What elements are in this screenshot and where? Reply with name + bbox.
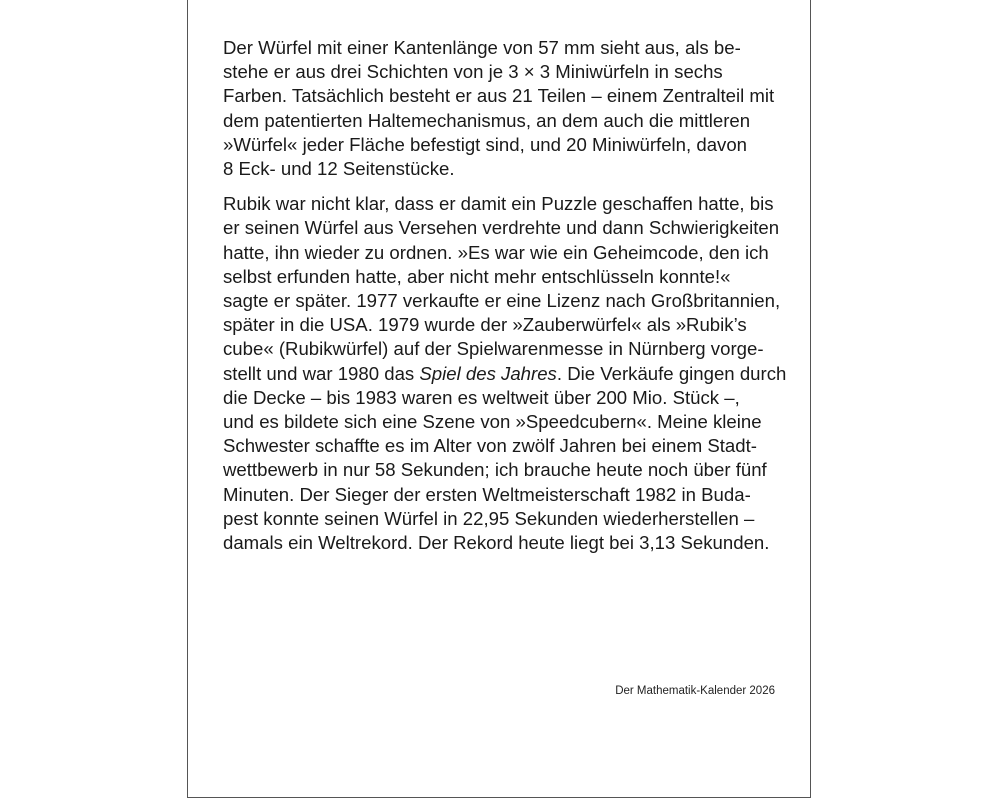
text-segment: . Die Verkäufe gingen durch: [556, 362, 787, 384]
text-line: [223, 362, 787, 386]
text-line: und es bildete sich eine Szene von »Speedcubern«. Meine kleine: [223, 411, 762, 433]
text-line: die Decke – bis 1983 waren es weltweit über 200 Mio. Stück –,: [223, 386, 740, 408]
text-line: selbst erfunden hatte, aber nicht mehr entschlüsseln konnte!«: [223, 265, 731, 287]
text-line: später in die USA. 1979 wurde der »Zauberwürfel« als »Rubik’s: [223, 314, 747, 336]
text-line: Farben. Tatsächlich besteht er aus 21 Teilen – einem Zentralteil mit: [223, 85, 775, 107]
paragraph-1: [223, 36, 783, 181]
text-line: 8 Eck- und 12 Seitenstücke.: [223, 158, 455, 180]
text-line: »Würfel« jeder Fläche befestigt sind, und 20 Miniwürfeln, davon: [223, 133, 748, 155]
text-line: cube« (Rubikwürfel) auf der Spielwarenmesse in Nürnberg vorge-: [223, 338, 764, 360]
text-line: hatte, ihn wieder zu ordnen. »Es war wie ein Geheimcode, den ich: [223, 241, 769, 263]
text-line: Schwester schaffte es im Alter von zwölf Jahren bei einem Stadt-: [223, 435, 757, 457]
body-text: [223, 36, 787, 555]
text-line: damals ein Weltrekord. Der Rekord heute liegt bei 3,13 Sekunden.: [223, 532, 770, 554]
calendar-page: [187, 0, 811, 798]
text-line: Minuten. Der Sieger der ersten Weltmeisterschaft 1982 in Buda-: [223, 483, 751, 505]
paragraph-2: [223, 192, 787, 555]
text-segment: stellt und war 1980 das: [223, 362, 420, 384]
text-line: Der Würfel mit einer Kantenlänge von 57 mm sieht aus, als be-: [223, 37, 741, 58]
footer-label: Der Mathematik-Kalender 2026: [615, 685, 775, 697]
text-line: sagte er später. 1977 verkaufte er eine Lizenz nach Großbritannien,: [223, 290, 781, 312]
text-line: pest konnte seinen Würfel in 22,95 Sekunden wiederherstellen –: [223, 507, 755, 529]
text-line: dem patentierten Haltemechanismus, an dem auch die mittleren: [223, 109, 751, 131]
text-line: er seinen Würfel aus Versehen verdrehte und dann Schwierigkeiten: [223, 217, 780, 239]
text-line: stehe er aus drei Schichten von je 3 × 3 Miniwürfeln in sechs: [223, 61, 723, 83]
text-line: wettbewerb in nur 58 Sekunden; ich brauche heute noch über fünf: [223, 459, 767, 481]
text-line: Rubik war nicht klar, dass er damit ein Puzzle geschaffen hatte, bis: [223, 193, 774, 215]
italic-title: Spiel des Jahres: [419, 362, 557, 384]
